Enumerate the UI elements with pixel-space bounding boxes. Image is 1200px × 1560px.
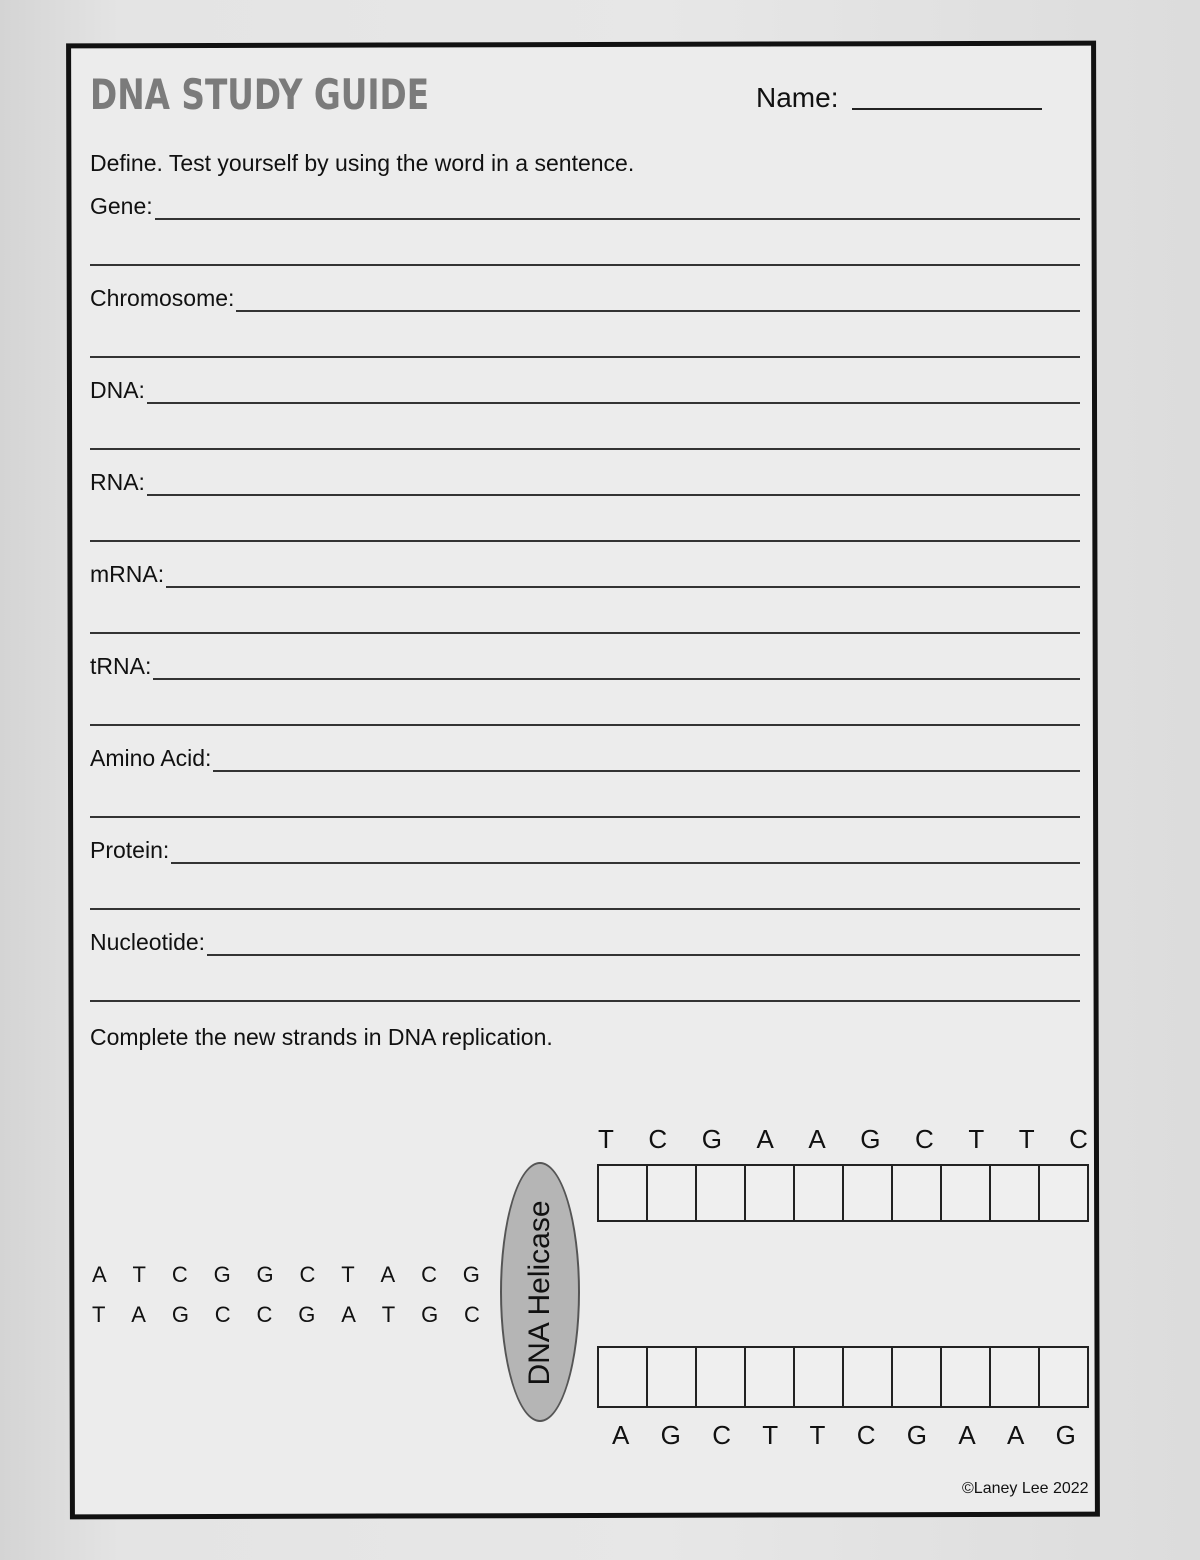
answer-box[interactable] xyxy=(697,1166,746,1220)
sentence-line[interactable] xyxy=(90,1000,1080,1002)
base-letter: G xyxy=(1055,1420,1076,1450)
base-letter: G xyxy=(213,1262,231,1287)
bottom-answer-boxes xyxy=(597,1346,1089,1408)
base-letter: A xyxy=(380,1262,396,1287)
copyright: ©Laney Lee 2022 xyxy=(962,1480,1089,1497)
term-label: mRNA: xyxy=(90,561,165,587)
base-letter: C xyxy=(171,1262,188,1287)
bottom-template-letters xyxy=(612,1420,1076,1451)
base-letter: G xyxy=(421,1302,439,1327)
answer-box[interactable] xyxy=(893,1166,942,1220)
base-letter: T xyxy=(598,1124,614,1154)
sentence-line[interactable] xyxy=(90,264,1080,266)
top-answer-boxes xyxy=(597,1164,1089,1222)
definition-line[interactable] xyxy=(207,954,1080,956)
answer-box[interactable] xyxy=(844,1348,893,1406)
base-letter: T xyxy=(132,1262,146,1287)
base-letter: A xyxy=(756,1124,774,1154)
base-letter: C xyxy=(256,1302,273,1327)
term-label: Nucleotide: xyxy=(90,929,206,955)
term-label: tRNA: xyxy=(90,653,152,679)
answer-box[interactable] xyxy=(599,1348,648,1406)
define-instruction: Define. Test yourself by using the word in a sentence. xyxy=(90,150,635,176)
base-letter: T xyxy=(381,1302,396,1327)
definition-line[interactable] xyxy=(147,402,1080,404)
base-letter: G xyxy=(298,1302,316,1327)
definition-line[interactable] xyxy=(153,678,1080,680)
base-letter: C xyxy=(464,1302,480,1327)
name-label: Name: xyxy=(756,82,839,113)
answer-box[interactable] xyxy=(844,1166,893,1220)
term-label: Chromosome: xyxy=(90,285,235,311)
definition-row xyxy=(90,184,1080,220)
base-letter: C xyxy=(421,1262,437,1287)
term-label: DNA: xyxy=(90,377,145,403)
base-letter: C xyxy=(915,1124,934,1154)
base-letter: G xyxy=(171,1302,189,1327)
sentence-line[interactable] xyxy=(90,724,1080,726)
definition-line[interactable] xyxy=(171,862,1080,864)
definition-row xyxy=(90,552,1080,588)
original-strand-1 xyxy=(92,1262,480,1288)
definition-row xyxy=(90,368,1080,404)
answer-box[interactable] xyxy=(942,1166,991,1220)
sentence-line[interactable] xyxy=(90,356,1080,358)
sentence-line[interactable] xyxy=(90,816,1080,818)
base-letter: A xyxy=(612,1420,630,1450)
base-letter: G xyxy=(256,1262,274,1287)
answer-box[interactable] xyxy=(648,1348,697,1406)
answer-box[interactable] xyxy=(991,1166,1040,1220)
definition-row xyxy=(90,828,1080,864)
definition-line[interactable] xyxy=(155,218,1080,220)
base-letter: T xyxy=(92,1302,106,1327)
sentence-line[interactable] xyxy=(90,908,1080,910)
dna-helicase-label: DNA Helicase xyxy=(523,1200,556,1386)
sentence-line[interactable] xyxy=(90,448,1080,450)
base-letter: A xyxy=(1007,1420,1025,1450)
base-letter: G xyxy=(660,1420,681,1450)
term-label: RNA: xyxy=(90,469,145,495)
base-letter: T xyxy=(968,1124,985,1154)
definition-row xyxy=(90,644,1080,680)
base-letter: A xyxy=(341,1302,356,1327)
top-template-letters xyxy=(598,1124,1088,1155)
answer-box[interactable] xyxy=(795,1348,844,1406)
definition-row xyxy=(90,736,1080,772)
definition-line[interactable] xyxy=(147,494,1080,496)
term-label: Gene: xyxy=(90,193,153,219)
answer-box[interactable] xyxy=(1040,1166,1087,1220)
base-letter: G xyxy=(906,1420,928,1450)
base-letter: C xyxy=(648,1124,668,1154)
base-letter: T xyxy=(762,1420,779,1450)
answer-box[interactable] xyxy=(795,1166,844,1220)
answer-box[interactable] xyxy=(991,1348,1040,1406)
answer-box[interactable] xyxy=(697,1348,746,1406)
term-label: Protein: xyxy=(90,837,170,863)
answer-box[interactable] xyxy=(746,1348,795,1406)
base-letter: A xyxy=(808,1124,826,1154)
base-letter: C xyxy=(712,1420,731,1450)
page-title: DNA STUDY GUIDE xyxy=(90,70,430,119)
base-letter: C xyxy=(1069,1124,1088,1154)
definition-row xyxy=(90,460,1080,496)
base-letter: C xyxy=(856,1420,876,1450)
answer-box[interactable] xyxy=(746,1166,795,1220)
original-strand-2 xyxy=(92,1302,480,1328)
definition-row xyxy=(90,276,1080,312)
answer-box[interactable] xyxy=(942,1348,991,1406)
answer-box[interactable] xyxy=(599,1166,648,1220)
base-letter: T xyxy=(1018,1124,1035,1154)
base-letter: A xyxy=(958,1420,976,1450)
base-letter: G xyxy=(701,1124,722,1154)
sentence-line[interactable] xyxy=(90,540,1080,542)
replication-instruction: Complete the new strands in DNA replication. xyxy=(90,1024,553,1050)
answer-box[interactable] xyxy=(893,1348,942,1406)
term-label: Amino Acid: xyxy=(90,745,212,771)
answer-box[interactable] xyxy=(1040,1348,1087,1406)
base-letter: A xyxy=(92,1262,107,1287)
base-letter: T xyxy=(809,1420,826,1450)
worksheet-border xyxy=(66,41,1100,1520)
definition-line[interactable] xyxy=(166,586,1080,588)
name-field[interactable] xyxy=(852,108,1042,110)
definition-line[interactable] xyxy=(213,770,1080,772)
base-letter: G xyxy=(462,1262,480,1287)
definition-line[interactable] xyxy=(236,310,1080,312)
sentence-line[interactable] xyxy=(90,632,1080,634)
base-letter: A xyxy=(131,1302,146,1327)
base-letter: C xyxy=(214,1302,231,1327)
definition-row xyxy=(90,920,1080,956)
base-letter: C xyxy=(299,1262,316,1287)
base-letter: G xyxy=(860,1124,881,1154)
base-letter: T xyxy=(341,1262,355,1287)
answer-box[interactable] xyxy=(648,1166,697,1220)
